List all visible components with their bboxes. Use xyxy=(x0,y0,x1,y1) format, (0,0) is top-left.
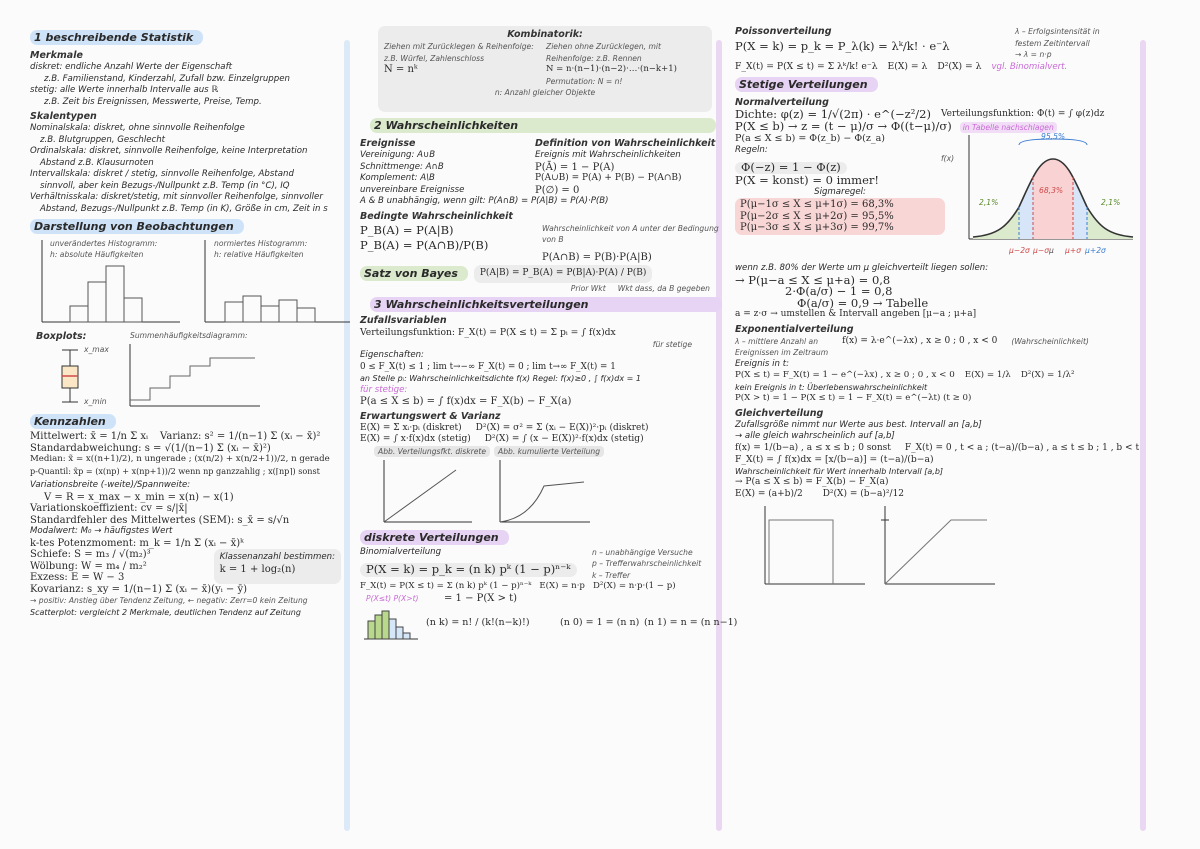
binom-bottom xyxy=(360,592,738,649)
boxplot-area xyxy=(30,328,355,410)
formula-vf: Verteilungsfunktion: F_X(t) = P(X ≤ t) = Σ pᵢ = ∫ f(x)dx xyxy=(360,327,616,338)
text-line: Intervallskala: diskret / stetig, sinnvolle Reihenfolge, Abstand xyxy=(30,169,294,179)
schiefe-block xyxy=(30,549,151,584)
bayes-note: Prior Wkt xyxy=(570,283,606,293)
norm-block xyxy=(735,133,1155,263)
text-line: Abstand, Bezugs-/Nullpunkt z.B. Temp (in K), Größe in cm, Zeit in s xyxy=(40,203,328,214)
expo-note: λ – mittlere Anzahl an xyxy=(735,336,819,346)
formula-woelbung: Wölbung: W = m₄ / m₂² xyxy=(30,560,147,572)
poisson-row xyxy=(735,26,1155,61)
boxplot-svg xyxy=(30,328,350,410)
poisson-E: E(X) = λ xyxy=(887,60,928,72)
formula-pb: P_B(A) = P(A|B) xyxy=(360,222,454,237)
schiefe-row xyxy=(30,549,355,584)
curve-tick: μ+σ xyxy=(1065,246,1082,255)
binom-formula: P(X = k) = p_k = (n k) pᵏ (1 − p)ⁿ⁻ᵏ xyxy=(360,563,577,577)
expo-D: D²(X) = 1/λ² xyxy=(1020,370,1075,380)
norm-dichte: Dichte: φ(z) = 1/√(2π) · e^(−z²/2) xyxy=(735,107,931,121)
binom-note: k – Treffer xyxy=(592,570,631,580)
text-line: z.B. Familienstand, Kinderzahl, Zufall bzw. Einzelgruppen xyxy=(44,73,290,84)
formula-exzess: Exzess: E = W − 3 xyxy=(30,572,125,583)
binom-coef: (n k) = n! / (k!(n−k)!) xyxy=(426,616,530,628)
formula-e2: E(X) = ∫ x·f(x)dx (stetig) xyxy=(360,434,471,444)
formula-mittelwert: Mittelwert: x̄ = 1/n Σ xᵢ xyxy=(30,431,149,442)
rule-symmetry: Φ(−z) = 1 − Φ(z) xyxy=(735,162,847,174)
graph-label: Abb. Verteilungsfkt. diskrete xyxy=(374,446,490,458)
text-line: Verhältnisskala: diskret/stetig, mit sinnvoller Reihenfolge, sinnvoller xyxy=(30,192,323,202)
eig-formula: 0 ≤ F_X(t) ≤ 1 ; lim t→−∞ F_X(t) = 0 ; lim t→∞ F_X(t) = 1 xyxy=(360,361,616,372)
norm-example-3: 2·Φ(a/σ) − 1 = 0,8 xyxy=(785,284,893,298)
formula-d2: D²(X) = ∫ (x − E(X))²·f(x)dx (stetig) xyxy=(484,434,644,444)
norm-table-note: in Tabelle nachschlagen xyxy=(960,122,1057,134)
bayes-note: Wkt dass, da B gegeben xyxy=(617,283,710,293)
text-line: stetig: alle Werte innerhalb Intervalle aus ℝ xyxy=(30,85,219,95)
histogram-label: h: relative Häufigkeiten xyxy=(214,250,304,259)
bed-note: Wahrscheinlichkeit von A unter der Bedingung von B xyxy=(542,223,719,244)
klassen-label: Klassenanzahl bestimmen: xyxy=(219,552,335,562)
section-title: Stetige Verteilungen xyxy=(735,77,878,92)
bed-right xyxy=(542,223,722,264)
binom-left xyxy=(360,547,577,582)
kombi-ohne-formula: N = n·(n−1)·(n−2)·…·(n−k+1) xyxy=(546,64,677,74)
kombi-mit-text: Ziehen mit Zurücklegen & Reihenfolge: z.B. Würfel, Zahlenschloss xyxy=(384,42,534,63)
kombinatorik-box xyxy=(378,26,712,112)
binom-note: p – Trefferwahrscheinlichkeit xyxy=(592,559,702,568)
expo-f: f(x) = λ·e^(−λx) , x ≥ 0 ; 0 , x < 0 xyxy=(842,335,998,346)
formula-kovarianz: Kovarianz: s_xy = 1/(n−1) Σ (xᵢ − x̄)(yᵢ − ȳ) xyxy=(30,583,248,595)
gleich-ws: Wahrscheinlichkeit für Wert innerhalb Intervall [a,b] xyxy=(735,466,944,476)
bed-left xyxy=(360,223,488,264)
formula-median: Median: x̃ = x((n+1)/2), n ungerade ; (x(n/2) + x(n/2+1))/2, n gerade xyxy=(30,454,330,464)
poisson-note: λ – Erfolgsintensität in xyxy=(1015,27,1100,36)
norm-example-5: a = z·σ → umstellen & Intervall angeben [μ−a ; μ+a] xyxy=(735,309,977,319)
poisson-see: vgl. Binomialvert. xyxy=(991,61,1068,72)
gleich-F: F_X(t) = 0 , t < a ; (t−a)/(b−a) , a ≤ t ≤ b ; 1 , b < t xyxy=(904,442,1140,453)
klassen-formula: k = 1 + log₂(n) xyxy=(219,563,296,575)
poisson-note: festem Zeitintervall xyxy=(1015,38,1090,48)
subsection-skalentypen: Skalentypen xyxy=(30,111,97,122)
expo-F: P(X ≤ t) = F_X(t) = 1 − e^(−λx) , x ≥ 0 ; 0 , x < 0 xyxy=(735,370,955,380)
expo-f-note: (Wahrscheinlichkeit) xyxy=(1011,336,1089,346)
boxplot-label: Boxplots: xyxy=(36,331,87,342)
disk-title: diskrete Verteilungen xyxy=(360,530,509,545)
rule-konst: P(X = konst) = 0 immer! xyxy=(735,173,879,187)
def-line: P(Ā) = 1 − P(A) xyxy=(535,161,615,173)
erw-head: Erwartungswert & Varianz xyxy=(360,410,501,422)
def-line: P(A∪B) = P(A) + P(B) − P(A∩B) xyxy=(535,173,682,183)
gleich-f-row xyxy=(735,443,1155,455)
binom-head: Binomialverteilung xyxy=(360,546,442,557)
subsection-kennzahlen: Kennzahlen xyxy=(30,414,116,429)
norm-std: P(X ≤ b) → z = (t − μ)/σ → Φ((t−μ)/σ) xyxy=(735,118,952,133)
expo-kein-f: P(X > t) = 1 − P(X ≤ t) = 1 − F_X(t) = e^(−λt) (t ≥ 0) xyxy=(735,393,972,403)
binom-coef: (n 1) = n = (n n−1) xyxy=(644,616,738,628)
subsection-merkmale: Merkmale xyxy=(30,50,83,61)
formula-sem: Standardfehler des Mittelwertes (SEM): s_x̄ = s/√n xyxy=(30,514,290,526)
kombi-permutation: Permutation: N = n! xyxy=(546,76,623,86)
gleich-D: D²(X) = (b−a)²/12 xyxy=(822,488,905,499)
column-probability xyxy=(360,26,738,835)
gleich-text: → alle gleich wahrscheinlich auf [a,b] xyxy=(735,431,895,441)
poisson-note: → λ = n·p xyxy=(1015,50,1052,59)
events-grid xyxy=(360,135,722,196)
curve-tick: μ−2σ xyxy=(1009,246,1030,255)
text-unabhaengig: A & B unabhängig, wenn gilt: P(A∩B) = P(A|B) = P(A)·P(B) xyxy=(360,196,609,206)
kombi-foot: n: Anzahl gleicher Objekte xyxy=(494,88,596,97)
expo-note: Ereignissen im Zeitraum xyxy=(735,348,829,357)
events-head: Ereignisse xyxy=(360,138,416,149)
text-line: diskret: endliche Anzahl Werte der Eigenschaft xyxy=(30,62,232,72)
poisson-F-row xyxy=(735,61,1155,74)
curve-pct-955: 95,5% xyxy=(1041,132,1066,141)
kombi-mit-formula: N = nᵏ xyxy=(384,64,418,75)
formula-varianz: Varianz: s² = 1/(n−1) Σ (xᵢ − x̄)² xyxy=(160,431,321,442)
vf-note: für stetige xyxy=(652,339,692,349)
text-stelle: an Stelle pᵢ: Wahrscheinlichkeitsdichte f(x) Regel: f(x)≥0 , ∫ f(x)dx = 1 xyxy=(360,374,641,383)
section-title: 1 beschreibende Statistik xyxy=(30,30,203,45)
graph-label: Abb. kumulierte Verteilung xyxy=(494,446,604,458)
poisson-formula: P(X = k) = p_k = P_λ(k) = λᵏ/k! · e⁻λ xyxy=(735,39,950,53)
binom-coef: (n 0) = 1 = (n n) xyxy=(560,616,640,628)
kombi-ohne-text: Ziehen ohne Zurücklegen, mit Reihenfolge: z.B. Rennen xyxy=(546,42,661,63)
formula-moment: k-tes Potenzmoment: m_k = 1/n Σ (xᵢ − x̄)ᵏ xyxy=(30,537,244,549)
bayes-formula: P(A|B) = P_B(A) = P(B|A)·P(A) / P(B) xyxy=(474,265,653,283)
expo-E: E(X) = 1/λ xyxy=(964,370,1011,380)
subsection-darstellung: Darstellung von Beobachtungen xyxy=(30,219,244,234)
sigma-box xyxy=(735,198,945,235)
norm-example-4: Φ(a/σ) = 0,9 → Tabelle xyxy=(797,295,929,310)
binom-complement: = 1 − P(X > t) xyxy=(444,592,518,604)
binom-D: D²(X) = n·p·(1 − p) xyxy=(592,581,676,591)
text-line: z.B. Zeit bis Ereignissen, Messwerte, Preise, Temp. xyxy=(44,96,262,107)
event-intersection: Schnittmenge: A∩B xyxy=(360,161,444,172)
bed-row xyxy=(360,223,722,264)
binom-row xyxy=(360,547,722,582)
gleich-f: f(x) = 1/(b−a) , a ≤ x ≤ b ; 0 sonst xyxy=(735,442,891,453)
poisson-F: F_X(t) = P(X ≤ t) = Σ λᵏ/k! e⁻λ xyxy=(735,60,878,72)
binom-F-row xyxy=(360,581,722,593)
text-spannweite: Variationsbreite (-weite)/Spannweite: xyxy=(30,480,191,490)
gleich-int: F_X(t) = ∫ f(x)dx = [x/(b−a)] = (t−a)/(b−a) xyxy=(735,454,934,465)
vf-graphs xyxy=(360,446,722,526)
bayes-notes xyxy=(360,283,710,295)
formula-std: Standardabweichung: s = √(1/(n−1) Σ (xᵢ − x̄)²) xyxy=(30,442,271,454)
kombinatorik-cols xyxy=(384,41,706,87)
norm-example-1: wenn z.B. 80% der Werte um μ gleichverteilt liegen sollen: xyxy=(735,263,989,273)
bayes-row xyxy=(360,265,722,283)
event-union: Vereinigung: A∪B xyxy=(360,150,436,160)
gleich-graphs-svg xyxy=(735,500,1115,590)
kombinatorik-title: Kombinatorik: xyxy=(507,29,583,40)
kombinatorik-mit xyxy=(384,41,534,87)
formula-mult: P(A∩B) = P(B)·P(A|B) xyxy=(542,251,652,263)
expo-row xyxy=(735,336,1155,359)
text-line: z.B. Blutgruppen, Geschlecht xyxy=(40,134,166,145)
erw-row1 xyxy=(360,423,722,435)
curve-tick: μ xyxy=(1049,246,1054,255)
column-descriptive-statistics xyxy=(30,26,355,835)
text-line: Abstand z.B. Klausurnoten xyxy=(40,157,154,168)
norm-example-2: → P(μ−a ≤ X ≤ μ+a) = 0,8 xyxy=(735,272,891,287)
bed-head: Bedingte Wahrscheinlichkeit xyxy=(360,210,513,222)
text-modalwert: Modalwert: M₀ → häufigstes Wert xyxy=(30,526,173,536)
expo-kein: kein Ereignis in t: Überlebenswahrscheinlichkeit xyxy=(735,382,928,392)
formula-vk: Variationskoeffizient: cv = s/|x̄| xyxy=(30,503,188,514)
section-title: 2 Wahrscheinlichkeiten xyxy=(370,118,716,133)
text-line: Nominalskala: diskret, ohne sinnvolle Reihenfolge xyxy=(30,123,245,133)
poisson-title: Poissonverteilung xyxy=(735,26,832,37)
histogram-label: normiertes Histogramm: xyxy=(214,239,308,248)
stetig-formula: P(a ≤ X ≤ b) = ∫ f(x)dx = F_X(b) − F_X(a) xyxy=(360,396,572,407)
norm-head: Normalverteilung xyxy=(735,97,829,108)
kombinatorik-ohne xyxy=(546,41,706,87)
sigma-rule-1: P(μ−1σ ≤ X ≤ μ+1σ) = 68,3% xyxy=(740,199,894,210)
boxplot-xmin: x_min xyxy=(84,397,107,406)
poisson-left xyxy=(735,26,950,61)
gleich-ED-row xyxy=(735,489,1155,501)
text-line: sinnvoll, aber kein Bezugs-/Nullpunkt z.B. Temp (in °C), IQ xyxy=(40,180,290,191)
formula-pb2: P_B(A) = P(A∩B)/P(B) xyxy=(360,237,489,252)
poisson-notes xyxy=(1015,26,1155,61)
gleich-ws-f: → P(a ≤ X ≤ b) = F_X(b) − F_X(a) xyxy=(735,477,889,487)
formula-d1: D²(X) = σ² = Σ (xᵢ − E(X))²·pᵢ (diskret) xyxy=(475,422,649,433)
curve-tick: μ−σ xyxy=(1033,246,1050,255)
bayes-title: Satz von Bayes xyxy=(360,266,468,281)
events-left xyxy=(360,135,535,196)
expo-F-row xyxy=(735,370,1155,382)
column-distributions xyxy=(735,26,1155,835)
zufall-head: Zufallsvariablen xyxy=(360,315,447,326)
gleich-text: Zufallsgröße nimmt nur Werte aus best. Intervall an [a,b] xyxy=(735,419,982,430)
klassen-box xyxy=(214,549,341,584)
binom-bars-label: P(X≤t) P(X>t) xyxy=(366,593,419,603)
formula-row xyxy=(30,431,355,443)
curve-tick: μ+2σ xyxy=(1085,246,1106,255)
sigma-head: Sigmaregel: xyxy=(814,186,866,197)
poisson-D: D²(X) = λ xyxy=(937,60,982,72)
formula-spannweite: V = R = x_max − x_min = x(n) − x(1) xyxy=(44,491,234,503)
expo-F-head: Ereignis in t: xyxy=(735,358,789,369)
curve-pct-21: 2,1% xyxy=(1101,198,1121,207)
def-line: P(∅) = 0 xyxy=(535,184,580,196)
expo-notes xyxy=(735,336,828,359)
norm-vf: Verteilungsfunktion: Φ(t) = ∫ φ(z)dz xyxy=(940,109,1105,119)
eig-head: Eigenschaften: xyxy=(360,350,424,360)
vf-graphs-svg xyxy=(360,446,720,526)
curve-pct-21: 2,1% xyxy=(979,198,999,207)
text-scatterplot: Scatterplot: vergleicht 2 Merkmale, deutlichen Tendenz auf Zeitung xyxy=(30,607,301,617)
def-head: Definition von Wahrscheinlichkeit xyxy=(535,138,716,149)
event-complement: Komplement: A\B xyxy=(360,173,435,183)
stetig-head: für stetige: xyxy=(360,384,408,395)
binom-note: n – unabhängige Versuche xyxy=(592,547,693,557)
histogram-label: h: absolute Häufigkeiten xyxy=(50,250,144,259)
formula-schiefe: Schiefe: S = m₃ / √(m₂)³ xyxy=(30,549,151,560)
sigma-rule-3: P(μ−3σ ≤ X ≤ μ+3σ) = 99,7% xyxy=(740,222,894,233)
boxplot-xmax: x_max xyxy=(84,345,109,354)
def-line: Ereignis mit Wahrscheinlichkeiten xyxy=(535,150,681,160)
histogram-area xyxy=(30,236,355,328)
event-unvereinbar: unvereinbare Ereignisse xyxy=(360,184,465,195)
section-title: 3 Wahrscheinlichkeitsverteilungen xyxy=(370,297,722,312)
rules-head: Regeln: xyxy=(735,144,768,155)
kumul-label: Summenhäufigkeitsdiagramm: xyxy=(130,331,248,340)
expo-title: Exponentialverteilung xyxy=(735,323,854,335)
curve-axis-label: f(x) xyxy=(941,154,955,163)
histogram-label: unverändertes Histogramm: xyxy=(50,239,158,248)
binom-notes xyxy=(592,547,722,582)
sigma-rule-2: P(μ−2σ ≤ X ≤ μ+2σ) = 95,5% xyxy=(740,210,894,222)
gleich-E: E(X) = (a+b)/2 xyxy=(735,488,803,499)
kovarianz-note: → positiv: Anstieg über Tendenz Zeitung, ← negativ: Zerr=0 kein Zeitung xyxy=(30,596,308,605)
norm-rules xyxy=(735,133,945,235)
binom-F: F_X(t) = P(X ≤ t) = Σ (n k) pᵏ (1 − p)ⁿ⁻ᵏ xyxy=(360,581,532,591)
binom-E: E(X) = n·p xyxy=(539,581,585,591)
formula-e1: E(X) = Σ xᵢ·pᵢ (diskret) xyxy=(360,422,462,433)
events-right xyxy=(535,135,720,196)
text-line: Ordinalskala: diskret, sinnvolle Reihenfolge, keine Interpretation xyxy=(30,146,308,156)
erw-row2 xyxy=(360,434,722,446)
norm-int: P(a ≤ X ≤ b) = Φ(z_b) − Φ(z_a) xyxy=(735,133,885,144)
curve-pct-683: 68,3% xyxy=(1039,186,1064,195)
gleich-title: Gleichverteilung xyxy=(735,407,824,419)
formula-quantil: p-Quantil: x̃p = (x(np) + x(np+1))/2 wenn np ganzzahlig ; x(⌈np⌉) sonst xyxy=(30,465,320,476)
